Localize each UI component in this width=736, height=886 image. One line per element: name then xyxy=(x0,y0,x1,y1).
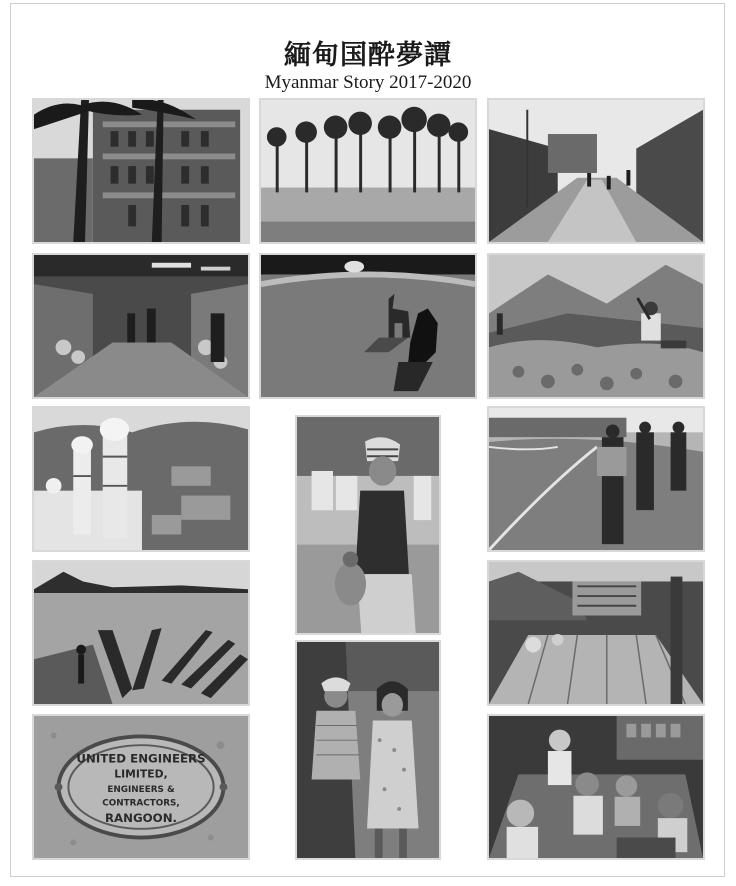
title-japanese: 緬甸国酔夢譚 xyxy=(284,40,452,71)
photo-covered-market xyxy=(32,253,250,399)
plate-text-line1: UNITED ENGINEERS xyxy=(76,751,206,766)
photo-children-floor xyxy=(487,714,705,860)
photo-wooden-deck-house xyxy=(487,560,705,706)
plate-text-line3: ENGINEERS & xyxy=(107,784,175,795)
photo-lake-boats xyxy=(32,560,250,706)
plate-text-line4: CONTRACTORS, xyxy=(102,798,180,809)
photo-mosque-minarets xyxy=(32,406,250,552)
photo-sugar-palm-field xyxy=(259,98,477,244)
photo-wet-street xyxy=(487,98,705,244)
photo-engineers-plate xyxy=(32,714,250,860)
title-english: Myanmar Story 2017-2020 xyxy=(264,72,472,93)
photo-stone-breaker xyxy=(487,253,705,399)
plate-text-line2: LIMITED, xyxy=(114,767,168,781)
plate-text-line5: RANGOON. xyxy=(104,811,178,825)
photo-roadside-walkers xyxy=(487,406,705,552)
photo-child-knit-hat xyxy=(295,415,441,635)
photo-colonial-building-palms xyxy=(32,98,250,244)
photo-dogs-night-road xyxy=(259,253,477,399)
photo-two-girls-tree xyxy=(295,640,441,860)
